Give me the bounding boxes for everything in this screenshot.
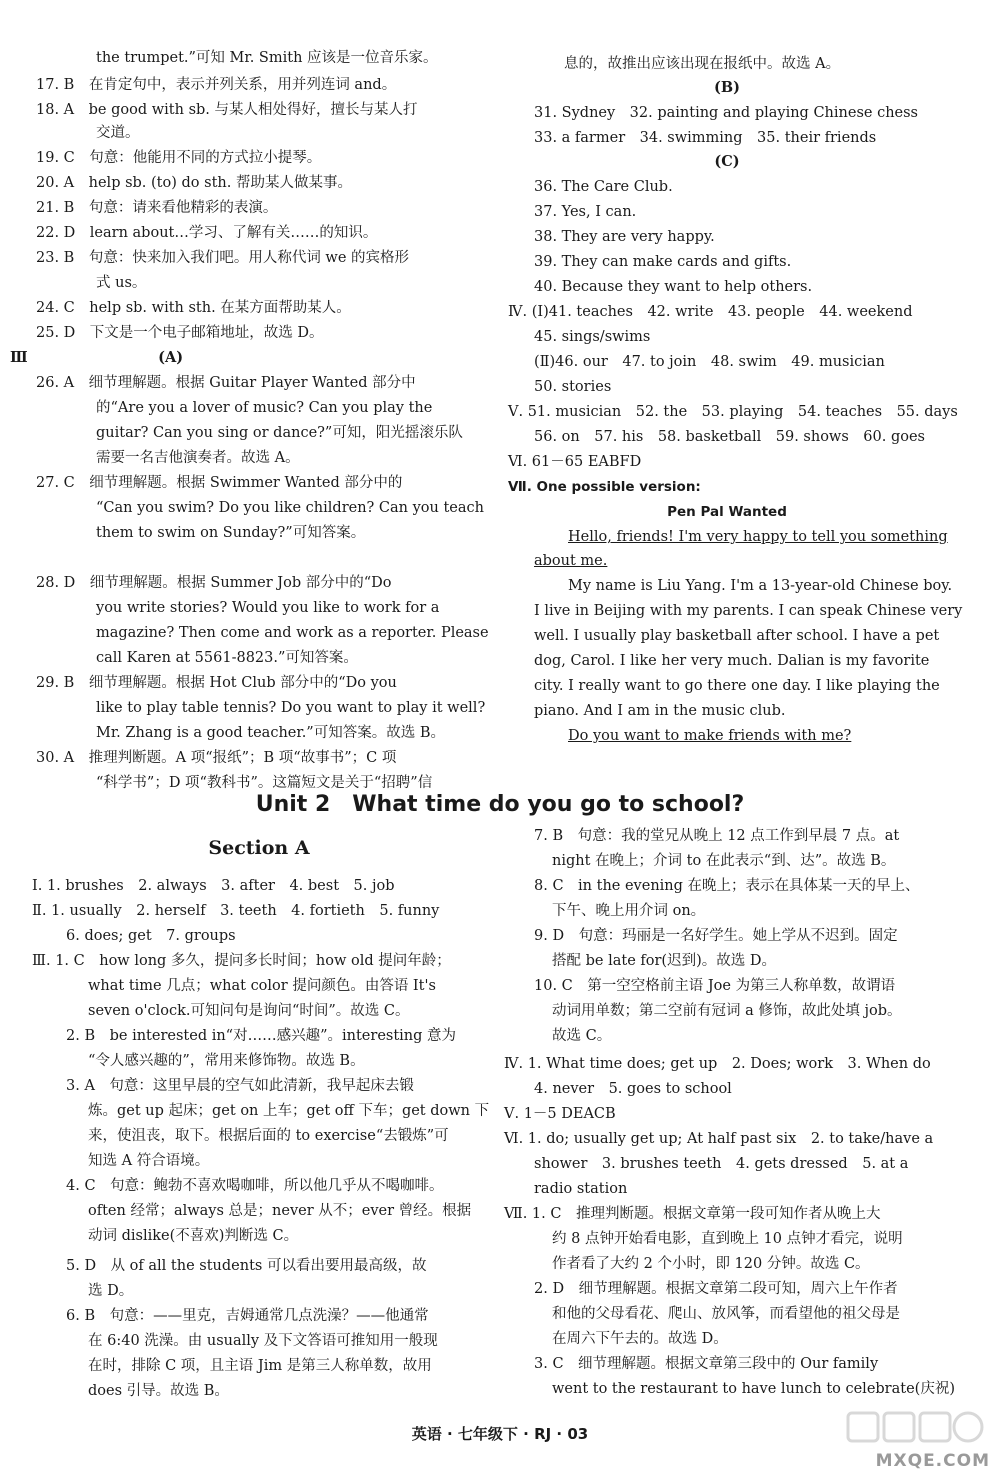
answer-26: 26. A 细节理解题。根据 Guitar Player Wanted 部分中 xyxy=(36,375,416,391)
text-line: magazine? Then come and work as a reporter. Please xyxy=(96,625,489,641)
text-line: 交道。 xyxy=(96,125,140,141)
answer-39: 39. They can make cards and gifts. xyxy=(534,254,792,270)
answer-20: 20. A help sb. (to) do sth. 帮助某人做某事。 xyxy=(36,175,352,191)
text-line: Mr. Zhang is a good teacher.”可知答案。故选 B。 xyxy=(96,725,445,741)
text-line: call Karen at 5561-8823.”可知答案。 xyxy=(96,650,358,666)
answer-line: 9. D 句意：玛丽是一名好学生。她上学从不迟到。固定 xyxy=(534,928,898,944)
answer-24: 24. C help sb. with sth. 在某方面帮助某人。 xyxy=(36,300,351,316)
answer-line: Ⅵ. 61－65 EABFD xyxy=(508,454,642,470)
text-line: 的“Are you a lover of music? Can you play the xyxy=(96,400,433,416)
text-line: often 经常；always 总是；never 从不；ever 曾经。根据 xyxy=(88,1203,472,1219)
answer-29: 29. B 细节理解题。根据 Hot Club 部分中的“Do you xyxy=(36,675,397,691)
text-line: you write stories? Would you like to work for a xyxy=(96,600,440,616)
text-line: 作者看了大约 2 个小时，即 120 分钟。故选 C。 xyxy=(552,1256,870,1272)
answer-line: Ⅳ. (Ⅰ)41. teaches 42. write 43. people 44. weekend xyxy=(508,304,913,320)
essay-line: Hello, friends! I'm very happy to tell you something xyxy=(568,529,948,545)
text-line: “科学书”；D 项“教科书”。这篇短文是关于“招聘”信 xyxy=(96,775,433,791)
text-line: 炼。get up 起床；get on 上车；get off 下车；get down 下 xyxy=(88,1103,490,1119)
text-line: “Can you swim? Do you like children? Can you teach xyxy=(96,500,484,516)
section-heading: (B) xyxy=(714,79,740,96)
answer-line: 2. D 细节理解题。根据文章第二段可知，周六上午作者 xyxy=(534,1281,898,1297)
answer-line: 6. B 句意：——里克，吉姆通常几点洗澡？——他通常 xyxy=(66,1308,429,1324)
answer-line: 31. Sydney 32. painting and playing Chinese chess xyxy=(534,105,918,121)
essay-line: well. I usually play basketball after school. I have a pet xyxy=(534,628,940,644)
essay-line: piano. And I am in the music club. xyxy=(534,703,786,719)
answer-37: 37. Yes, I can. xyxy=(534,204,637,220)
answer-line: 33. a farmer 34. swimming 35. their friends xyxy=(534,130,877,146)
text-line: 动词 dislike(不喜欢)判断选 C。 xyxy=(88,1228,299,1244)
essay-line: city. I really want to go there one day. I like playing the xyxy=(534,678,940,694)
text-line: 需要一名吉他演奏者。故选 A。 xyxy=(96,450,300,466)
text-line: “令人感兴趣的”，常用来修饰物。故选 B。 xyxy=(88,1053,365,1069)
text-line: 在时，排除 C 项，且主语 Jim 是第三人称单数，故用 xyxy=(88,1358,432,1374)
answer-36: 36. The Care Club. xyxy=(534,179,673,195)
text-line: what time 几点；what color 提问颜色。由答语 It's xyxy=(88,978,436,994)
text-line: 4. never 5. goes to school xyxy=(534,1081,732,1097)
text-line: night 在晚上；介词 to 在此表示“到、达”。故选 B。 xyxy=(552,853,896,869)
text-line: them to swim on Sunday?”可知答案。 xyxy=(96,525,366,541)
essay-line: dog, Carol. I like her very much. Dalian is my favorite xyxy=(534,653,930,669)
text-line: 在 6:40 洗澡。由 usually 及下文答语可推知用一般现 xyxy=(88,1333,438,1349)
answer-line: Ⅵ. 1. do; usually get up; At half past six 2. to take/have a xyxy=(504,1131,934,1147)
text-line: 来，使沮丧，取下。根据后面的 to exercise“去锻炼”可 xyxy=(88,1128,449,1144)
answer-21: 21. B 句意：请来看他精彩的表演。 xyxy=(36,200,278,216)
answer-line: Ⅳ. 1. What time does; get up 2. Does; work 3. When do xyxy=(504,1056,931,1072)
answer-28: 28. D 细节理解题。根据 Summer Job 部分中的“Do xyxy=(36,575,392,591)
essay-line: My name is Liu Yang. I'm a 13-year-old Chinese boy. xyxy=(568,578,953,594)
text-line: 动词用单数；第二空前有冠词 a 修饰，故此处填 job。 xyxy=(552,1003,902,1019)
unit-title: Unit 2 What time do you go to school? xyxy=(255,792,745,817)
answer-40: 40. Because they want to help others. xyxy=(534,279,813,295)
answer-line: 4. C 句意：鲍勃不喜欢喝咖啡，所以他几乎从不喝咖啡。 xyxy=(66,1178,444,1194)
answer-line: 8. C in the evening 在晚上；表示在具体某一天的早上、 xyxy=(534,878,920,894)
text-line: 知选 A 符合语境。 xyxy=(88,1153,210,1169)
section-heading: Ⅲ (A) xyxy=(10,349,184,366)
answer-line: 6. does; get 7. groups xyxy=(66,928,236,944)
answer-17: 17. B 在肯定句中，表示并列关系，用并列连词 and。 xyxy=(36,77,397,93)
text-line: 和他的父母看花、爬山、放风筝，而看望他的祖父母是 xyxy=(552,1306,900,1322)
page-footer: 英语 · 七年级下 · RJ · 03 xyxy=(411,1425,589,1443)
answer-30: 30. A 推理判断题。A 项“报纸”；B 项“故事书”；C 项 xyxy=(36,750,397,766)
text-line: does 引导。故选 B。 xyxy=(88,1383,229,1399)
answer-line: Ⅶ. 1. C 推理判断题。根据文章第一段可知作者从晚上大 xyxy=(504,1206,881,1222)
text-line: seven o'clock.可知问句是询问“时间”。故选 C。 xyxy=(88,1003,410,1019)
text-line: 约 8 点钟开始看电影，直到晚上 10 点钟才看完，说明 xyxy=(552,1231,903,1247)
answer-line: (Ⅱ)46. our 47. to join 48. swim 49. musician xyxy=(534,354,885,370)
answer-19: 19. C 句意：他能用不同的方式拉小提琴。 xyxy=(36,150,322,166)
text-line: like to play table tennis? Do you want to play it well? xyxy=(96,700,486,716)
text-line: the trumpet.”可知 Mr. Smith 应该是一位音乐家。 xyxy=(96,50,438,66)
answer-line: Ⅴ. 51. musician 52. the 53. playing 54. teaches 55. days xyxy=(508,404,958,420)
text-line: radio station xyxy=(534,1181,628,1197)
text-line: shower 3. brushes teeth 4. gets dressed 5. at a xyxy=(534,1156,909,1172)
answer-line: 56. on 57. his 58. basketball 59. shows 60. goes xyxy=(534,429,925,445)
section-heading: (C) xyxy=(714,153,740,170)
answer-38: 38. They are very happy. xyxy=(534,229,715,245)
essay-line: I live in Beijing with my parents. I can speak Chinese very xyxy=(534,603,963,619)
answer-line: 2. B be interested in“对……感兴趣”。interesting 意为 xyxy=(66,1028,457,1044)
watermark-text: MXQE.COM xyxy=(875,1451,990,1471)
text-line: 式 us。 xyxy=(96,275,147,291)
text-line: 在周六下午去的。故选 D。 xyxy=(552,1331,728,1347)
answer-18: 18. A be good with sb. 与某人相处得好，擅长与某人打 xyxy=(36,102,418,118)
answer-line: Ⅰ. 1. brushes 2. always 3. after 4. best 5. job xyxy=(32,878,395,894)
text-line: guitar? Can you sing or dance?”可知，阳光摇滚乐队 xyxy=(96,425,463,441)
text-line: went to the restaurant to have lunch to celebrate(庆祝) xyxy=(552,1381,955,1397)
answer-23: 23. B 句意：快来加入我们吧。用人称代词 we 的宾格形 xyxy=(36,250,410,266)
answer-line: 3. A 句意：这里早晨的空气如此清新，我早起床去锻 xyxy=(66,1078,414,1094)
answer-line: Ⅴ. 1－5 DEACB xyxy=(504,1106,616,1122)
text-line: 故选 C。 xyxy=(552,1028,612,1044)
answer-line: 10. C 第一空空格前主语 Joe 为第三人称单数，故谓语 xyxy=(534,978,896,994)
essay-line: about me. xyxy=(534,553,608,569)
answer-line: Ⅲ. 1. C how long 多久，提问多长时间；how old 提问年龄； xyxy=(32,953,451,969)
answer-line: Ⅱ. 1. usually 2. herself 3. teeth 4. fortieth 5. funny xyxy=(32,903,440,919)
text-line: 选 D。 xyxy=(88,1283,134,1299)
essay-line: Do you want to make friends with me? xyxy=(568,728,852,744)
answer-line: 3. C 细节理解题。根据文章第三段中的 Our family xyxy=(534,1356,879,1372)
answer-25: 25. D 下文是一个电子邮箱地址，故选 D。 xyxy=(36,325,324,341)
answer-line: 5. D 从 of all the students 可以看出要用最高级，故 xyxy=(66,1258,427,1274)
text-line: 搭配 be late for(迟到)。故选 D。 xyxy=(552,953,776,969)
writing-heading: Ⅶ. One possible version: xyxy=(508,479,701,495)
text-line: 息的，故推出应该出现在报纸中。故选 A。 xyxy=(564,56,841,72)
answer-line: 7. B 句意：我的堂兄从晚上 12 点工作到早晨 7 点。at xyxy=(534,828,900,844)
answer-line: 50. stories xyxy=(534,379,612,395)
answer-line: 45. sings/swims xyxy=(534,329,651,345)
section-title: Section A xyxy=(208,837,310,859)
answer-22: 22. D learn about…学习、了解有关……的知识。 xyxy=(36,225,378,241)
answer-27: 27. C 细节理解题。根据 Swimmer Wanted 部分中的 xyxy=(36,475,403,491)
text-line: 下午、晚上用介词 on。 xyxy=(552,903,706,919)
essay-title: Pen Pal Wanted xyxy=(667,504,787,520)
